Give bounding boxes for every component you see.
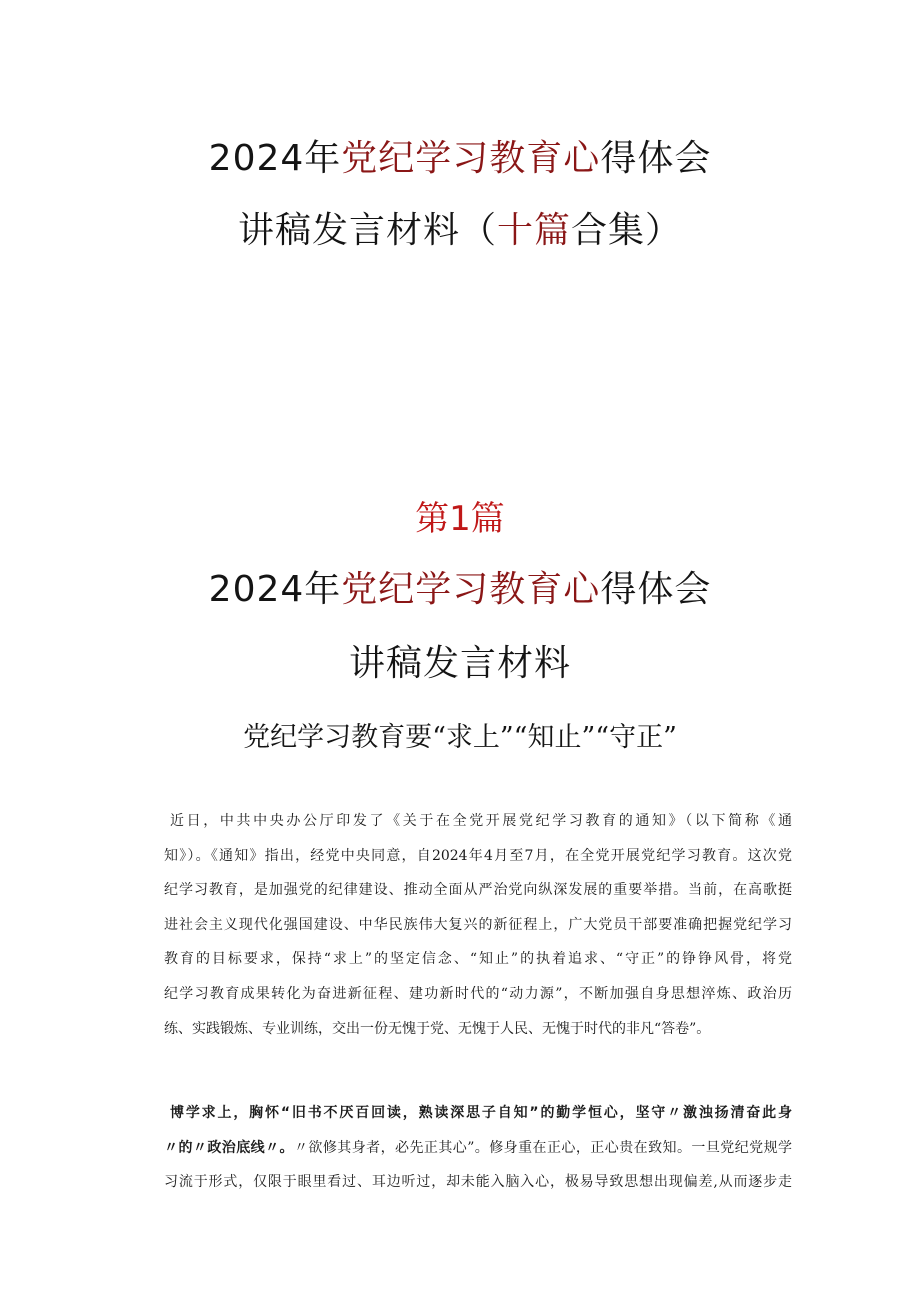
paragraph-line bbox=[164, 1131, 792, 1166]
cover-title-line1 bbox=[0, 135, 920, 183]
cover-title2-start: 讲稿发言材料（ bbox=[237, 210, 497, 251]
paragraph-line bbox=[164, 1096, 792, 1131]
paragraph-bold-tail: 〃的〃政治底线〃。 bbox=[164, 1139, 294, 1156]
paragraph-line: 进社会主义现代化强国建设、中华民族伟大复兴的新征程上，广大党员干部要准确把握党纪学习 bbox=[164, 916, 792, 933]
paragraph-line: 教育的目标要求，保持“求上”的坚定信念、“知止”的执着追求、“守正”的铮铮风骨，将党 bbox=[164, 951, 792, 968]
cover-title2-highlight: 十篇 bbox=[496, 210, 571, 251]
article-title-year: 2024年 bbox=[208, 569, 342, 610]
paragraph-bold-lead: 博学求上，胸怀“旧书不厌百回读，熟读深思子自知”的勤学恒心，坚守〃激浊扬清奋此身 bbox=[170, 1105, 792, 1121]
article-title-line1 bbox=[0, 566, 920, 614]
cover-title-year: 2024年 bbox=[208, 138, 342, 179]
cover-title-end: 得体会 bbox=[600, 138, 712, 179]
article-title-highlight: 党纪学习教育心 bbox=[341, 569, 601, 610]
paragraph-line: 知》）。《通知》指出，经党中央同意，自2024年4月至7月，在全党开展党纪学习教育。这次党 bbox=[164, 847, 792, 864]
paragraph-line: 习流于形式，仅限于眼里看过、耳边听过，却未能入脑入心，极易导致思想出现偏差,从而逐步走 bbox=[164, 1174, 792, 1191]
paragraph-text: 〃欲修其身者，必先正其心”。修身重在正心，正心贵在致知。一旦党纪党规学 bbox=[293, 1139, 792, 1156]
paragraph-line: 纪学习教育成果转化为奋进新征程、建功新时代的“动力源”，不断加强自身思想淬炼、政治历 bbox=[164, 985, 792, 1002]
paragraph-line: 近日，中共中央办公厅印发了《关于在全党开展党纪学习教育的通知》（以下简称《通 bbox=[170, 813, 792, 829]
paragraph-line: 纪学习教育，是加强党的纪律建设、推动全面从严治党向纵深发展的重要举措。当前，在高歌挺 bbox=[164, 882, 792, 899]
paragraph-line: 练、实践锻炼、专业训练，交出一份无愧于党、无愧于人民、无愧于时代的非凡“答卷”。 bbox=[164, 1020, 711, 1037]
article-theme: 党纪学习教育要“求上”“知止”“守正” bbox=[243, 722, 677, 753]
paragraph-2 bbox=[164, 1096, 792, 1200]
article-label: 第1篇 bbox=[415, 499, 505, 539]
cover-title-highlight: 党纪学习教育心 bbox=[341, 138, 601, 179]
article-title-line2: 讲稿发言材料 bbox=[348, 643, 571, 684]
cover-title2-end: 合集） bbox=[571, 210, 683, 251]
cover-title-line2 bbox=[0, 207, 920, 255]
article-title-end: 得体会 bbox=[600, 569, 712, 610]
paragraph-1 bbox=[164, 804, 792, 1046]
